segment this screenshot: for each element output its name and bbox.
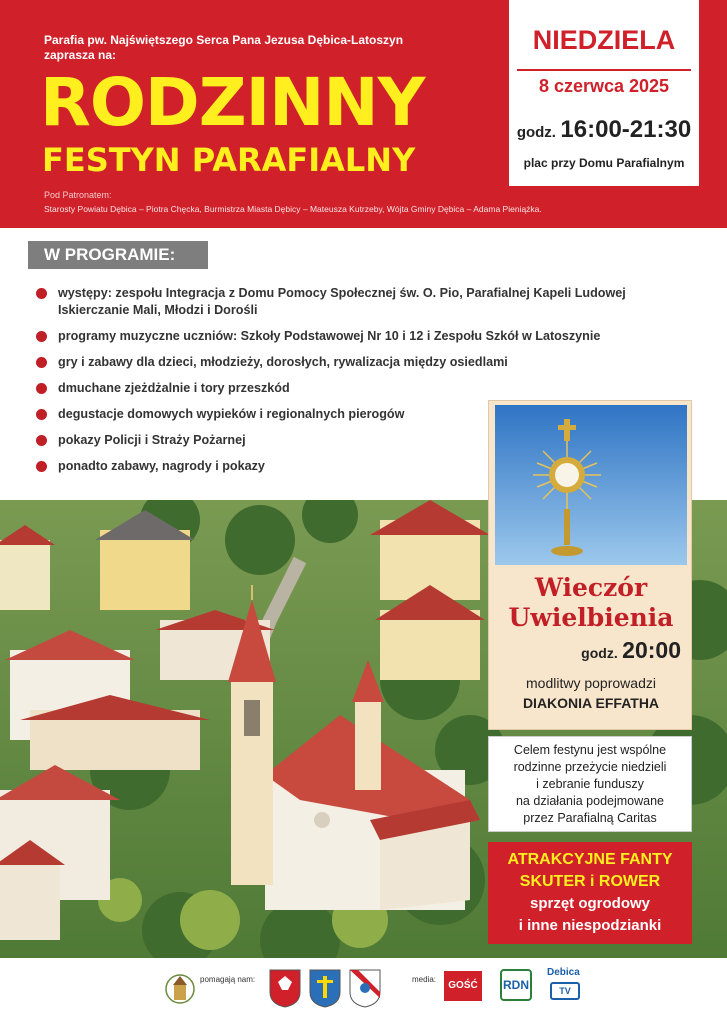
worship-time-value: 20:00 [622, 637, 681, 663]
program-heading: W PROGRAMIE: [28, 241, 208, 269]
parish-logo-icon [165, 966, 195, 1012]
date-box [509, 0, 699, 186]
aim-box [488, 736, 692, 832]
gosc-logo: GOŚĆ [444, 971, 482, 1001]
prize-line3: sprzęt ogrodowy [529, 895, 650, 912]
crest-city-icon [308, 968, 342, 1008]
aim-line: rodzinne przeżycie niedzieli [513, 760, 667, 774]
bullet-icon [36, 331, 47, 342]
media-label: media: [412, 975, 437, 984]
worship-title-line2: Uwielbienia [508, 603, 674, 632]
monstrance-image [495, 405, 687, 565]
bullet-icon [36, 288, 47, 299]
worship-box [488, 400, 692, 730]
worship-title [489, 573, 693, 633]
program-item-text: występy: zespołu Integracja z Domu Pomocy Społecznej św. O. Pio, Parafialnej Kapeli Ludowej Iskierczanie Mali, Młodzi i Dorośli [58, 286, 626, 317]
program-item [30, 285, 690, 319]
worship-leader: DIAKONIA EFFATHA [522, 695, 660, 711]
prize-line2: SKUTER i ROWER [519, 873, 661, 890]
bullet-icon [36, 435, 47, 446]
header-banner [0, 0, 727, 228]
program-item [30, 354, 690, 371]
prizes-box [488, 842, 692, 944]
worship-title-line1: Wieczór [534, 573, 648, 602]
event-subtitle: FESTYN PARAFIALNY [42, 141, 416, 179]
parish-invitation [44, 33, 504, 63]
bullet-icon [36, 461, 47, 472]
event-day: NIEDZIELA [532, 25, 676, 55]
bullet-icon [36, 383, 47, 394]
prize-line4: i inne niespodzianki [518, 917, 662, 934]
aim-line: i zebranie funduszy [536, 777, 644, 791]
aim-line: przez Parafialną Caritas [523, 811, 657, 825]
program-item-text: dmuchane zjeżdżalnie i tory przeszkód [58, 381, 290, 395]
footer [0, 958, 727, 1024]
worship-time-label: godz. [581, 645, 618, 661]
crest-commune-icon [348, 968, 382, 1008]
worship-time [489, 637, 693, 664]
invitation-text: zaprasza na: [44, 48, 117, 62]
aim-line: Celem festynu jest wspólne [513, 743, 667, 757]
event-place: plac przy Domu Parafialnym [523, 156, 685, 170]
date-divider [517, 69, 691, 71]
bullet-icon [36, 409, 47, 420]
program-item [30, 380, 690, 397]
tv-logo-icon: TV [550, 982, 580, 1000]
bullet-icon [36, 357, 47, 368]
event-title: RODZINNY [40, 64, 425, 141]
event-date: 8 czerwca 2025 [538, 76, 670, 96]
crest-eagle-icon [268, 968, 302, 1008]
program-item-text: gry i zabawy dla dzieci, młodzieży, dorosłych, rywalizacja między osiedlami [58, 355, 508, 369]
prize-line1: ATRAKCYJNE FANTY [507, 851, 673, 868]
program-item-text: degustacje domowych wypieków i regionalnych pierogów [58, 407, 405, 421]
rdn-logo: RDN [500, 969, 532, 1001]
patronage-text: Starosty Powiatu Dębica – Piotra Chęcka, Burmistrza Miasta Dębicy – Mateusza Kutrzeby, Wójta Gminy Dębica – Adama Pieniążka. [44, 204, 542, 214]
patronage-label: Pod Patronatem: [44, 190, 112, 200]
time-label: godz. [516, 124, 556, 141]
event-time [509, 116, 699, 144]
program-item [30, 328, 690, 345]
program-item-text: pokazy Policji i Straży Pożarnej [58, 433, 246, 447]
time-value: 16:00-21:30 [560, 116, 692, 143]
program-item-text: programy muzyczne uczniów: Szkoły Podstawowej Nr 10 i 12 i Zespołu Szkół w Latoszynie [58, 329, 601, 343]
worship-prayer-text: modlitwy poprowadzi [526, 675, 656, 691]
program-item-text: ponadto zabawy, nagrody i pokazy [58, 459, 265, 473]
aim-line: na działania podejmowane [515, 794, 665, 808]
parish-name: Parafia pw. Najświętszego Serca Pana Jezusa Dębica-Latoszyn [44, 33, 404, 47]
helpers-label: pomagają nam: [200, 975, 256, 984]
debica-tv-label: Debica [547, 967, 580, 978]
